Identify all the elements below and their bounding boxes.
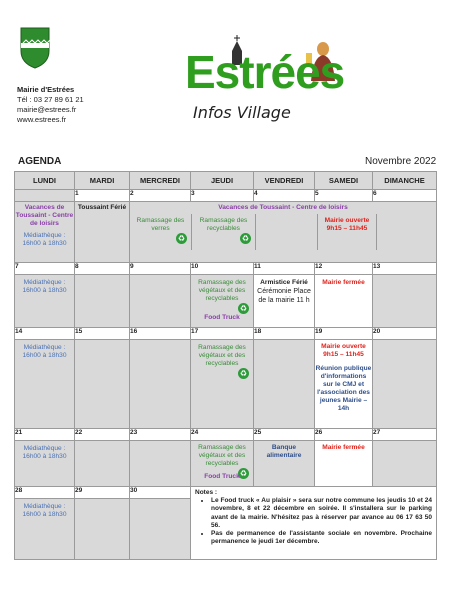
mairie-phone: Tél : 03 27 89 61 21 — [17, 95, 84, 104]
week-number-row — [15, 328, 437, 340]
day-cell — [75, 441, 130, 487]
month-label: Novembre 2022 — [365, 156, 437, 167]
mediatheque-event: Médiathèque : 16h00 à 18h30 — [22, 344, 67, 359]
calendar-table — [14, 171, 437, 560]
day-number: 22 — [75, 429, 130, 441]
day-cell — [75, 340, 130, 429]
day-cell — [75, 275, 130, 328]
day-header: MERCREDI — [130, 172, 191, 190]
day-number: 12 — [315, 263, 373, 275]
banque-event: Banque alimentaire — [266, 444, 302, 459]
week-number-row — [15, 487, 437, 499]
day-cell — [191, 340, 254, 429]
day-number: 18 — [254, 328, 315, 340]
day-header: DIMANCHE — [373, 172, 437, 190]
day-number: 25 — [254, 429, 315, 441]
day-cell — [15, 340, 75, 429]
mairie-fermee-event: Mairie fermée — [322, 444, 365, 451]
day-cell — [191, 441, 254, 487]
mediatheque-event: Médiathèque : 16h00 à 18h30 — [22, 503, 67, 518]
day-number — [15, 190, 75, 202]
note-item: • Pas de permanence de l'assistante sociale en novembre. Prochaine permanence le jeudi 1er décembre. — [211, 530, 432, 546]
day-number: 8 — [75, 263, 130, 275]
day-header: SAMEDI — [315, 172, 373, 190]
day-cell — [15, 499, 75, 560]
day-number: 10 — [191, 263, 254, 275]
recyclables-event — [192, 214, 256, 250]
day-number: 7 — [15, 263, 75, 275]
week-body-row — [15, 340, 437, 429]
day-header: LUNDI — [15, 172, 75, 190]
estrees-logo — [185, 35, 360, 130]
toussaint-event: Toussaint Férié — [77, 204, 127, 211]
day-cell — [373, 340, 437, 429]
week-number-row — [15, 429, 437, 441]
week-number-row — [15, 190, 437, 202]
day-cell — [130, 275, 191, 328]
notes-list — [195, 497, 432, 546]
recycle-icon: ♻ — [239, 469, 248, 478]
day-number: 4 — [254, 190, 315, 202]
day-number: 5 — [315, 190, 373, 202]
day-header: JEUDI — [191, 172, 254, 190]
day-number: 30 — [130, 487, 191, 499]
recycle-icon: ♻ — [177, 234, 186, 243]
food-truck-event: Food Truck — [204, 314, 240, 321]
day-number: 23 — [130, 429, 191, 441]
vacances-event: Vacances de Toussaint - Centre de loisirs — [15, 204, 74, 227]
food-truck-event: Food Truck — [204, 473, 240, 480]
week-number-row — [15, 263, 437, 275]
mairie-fermee-event: Mairie fermée — [322, 279, 365, 286]
mediatheque-event: Médiathèque : 16h00 à 18h30 — [22, 445, 67, 460]
day-cell — [315, 340, 373, 429]
day-cell — [130, 499, 191, 560]
day-number: 6 — [373, 190, 437, 202]
shield-icon — [20, 27, 50, 69]
vegetaux-event: Ramassage des végétaux et des recyclables — [198, 279, 246, 302]
day-cell — [373, 275, 437, 328]
day-number: 21 — [15, 429, 75, 441]
day-cell — [254, 441, 315, 487]
friday-empty — [256, 214, 318, 250]
day-cell — [130, 441, 191, 487]
day-cell — [75, 202, 130, 263]
day-number: 26 — [315, 429, 373, 441]
mairie-website[interactable]: www.estrees.fr — [17, 115, 67, 124]
vacances-span-event: Vacances de Toussaint - Centre de loisirs — [218, 204, 348, 211]
day-cell — [15, 441, 75, 487]
day-number: 24 — [191, 429, 254, 441]
recycle-icon: ♻ — [241, 234, 250, 243]
week-body-row — [15, 441, 437, 487]
day-cell — [191, 275, 254, 328]
day-number: 3 — [191, 190, 254, 202]
day-cell — [15, 275, 75, 328]
day-cell — [315, 275, 373, 328]
recyclables-label: Ramassage des recyclables — [199, 217, 248, 232]
logo-subtitle: Infos Village — [193, 103, 291, 122]
reunion-event: Réunion publique d'informations sur le CMJ et l'association des jeunes Mairie – 14h — [315, 365, 372, 412]
day-cell — [15, 202, 75, 263]
notes-box — [191, 487, 437, 560]
day-cell-span — [130, 202, 437, 263]
note-item: • Le Food truck « Au plaisir » sera sur notre commune les jeudis 10 et 24 novembre, 8 et 22 décembre en soirée. Il s'installera sur le parking avant de la mairie. N'hésitez pas à réserver par avance au 06 17 63 50 56. — [211, 497, 432, 530]
day-header: VENDREDI — [254, 172, 315, 190]
day-cell — [315, 441, 373, 487]
day-number: 2 — [130, 190, 191, 202]
vegetaux-event: Ramassage des végétaux et des recyclables — [198, 444, 246, 467]
day-cell — [75, 499, 130, 560]
day-number: 14 — [15, 328, 75, 340]
day-header: MARDI — [75, 172, 130, 190]
agenda-label: AGENDA — [18, 156, 62, 167]
day-number: 9 — [130, 263, 191, 275]
day-header-row — [15, 172, 437, 190]
day-cell — [130, 340, 191, 429]
notes-title: Notes : — [195, 489, 218, 496]
verres-label: Ramassage des verres — [136, 217, 185, 232]
mairie-contact — [17, 85, 84, 125]
day-cell — [373, 441, 437, 487]
day-number: 28 — [15, 487, 75, 499]
mairie-name: Mairie d'Estrées — [17, 85, 75, 94]
day-number: 20 — [373, 328, 437, 340]
sunday-empty — [377, 214, 436, 250]
logo-title: Estrées — [185, 46, 345, 98]
ceremonie-event: Cérémonie Place de la mairie 11 h — [257, 288, 311, 304]
day-number: 27 — [373, 429, 437, 441]
mairie-ouverte-event: Mairie ouverte 9h15 – 11h45 — [318, 214, 377, 250]
day-number: 11 — [254, 263, 315, 275]
week-body-row — [15, 275, 437, 328]
day-number: 15 — [75, 328, 130, 340]
vegetaux-event: Ramassage des végétaux et des recyclables — [198, 344, 246, 367]
week-body-row — [15, 202, 437, 263]
day-number: 16 — [130, 328, 191, 340]
day-cell — [254, 275, 315, 328]
armistice-event: Armistice Férié — [260, 279, 308, 286]
day-number: 17 — [191, 328, 254, 340]
day-number: 19 — [315, 328, 373, 340]
mairie-ouverte-event: Mairie ouverte 9h15 – 11h45 — [321, 343, 366, 358]
mediatheque-event: Médiathèque : 16h00 à 18h30 — [22, 232, 67, 247]
mairie-email[interactable]: mairie@estrees.fr — [17, 105, 77, 114]
recycle-icon: ♻ — [239, 369, 248, 378]
day-number: 1 — [75, 190, 130, 202]
mediatheque-event: Médiathèque : 16h00 à 18h30 — [22, 279, 67, 294]
day-number: 29 — [75, 487, 130, 499]
day-cell — [254, 340, 315, 429]
day-number: 13 — [373, 263, 437, 275]
recycle-icon: ♻ — [239, 304, 248, 313]
verres-event — [130, 214, 192, 250]
